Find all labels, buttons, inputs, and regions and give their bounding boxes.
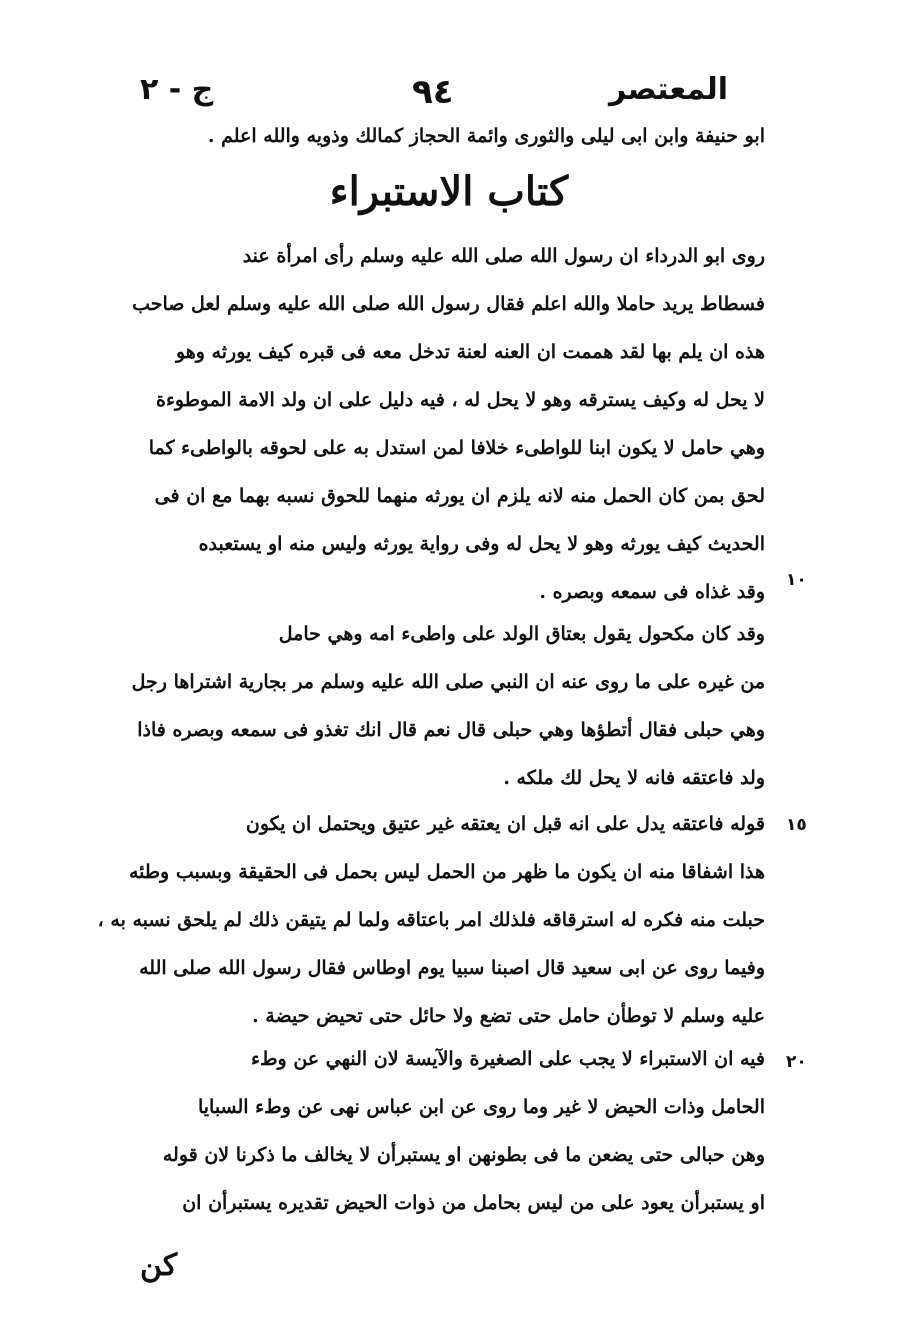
text-line: الحامل وذات الحيض لا غير وما روى عن ابن عباس نهى عن وطء السبايا	[197, 1096, 765, 1118]
text-line: روى ابو الدرداء ان رسول الله صلى الله عليه وسلم رأى امرأة عند	[242, 245, 765, 267]
text-line: ابو حنيفة وابن ابى ليلى والثورى وائمة الحجاز كمالك وذويه والله اعلم .	[207, 125, 765, 147]
line-number-10: ١٠	[786, 570, 807, 590]
intro-text	[95, 112, 765, 160]
text-line: لحق بمن كان الحمل منه لانه يلزم ان يورثه منهما للحوق نسبه بهما مع ان فى	[154, 485, 765, 507]
catchword: كن	[140, 1248, 178, 1283]
chapter-title: كتاب الاستبراء	[329, 168, 569, 215]
text-line: هذا اشفاقا منه ان يكون ما ظهر من الحمل ليس بحمل فى الحقيقة وبسبب وطئه	[129, 861, 765, 883]
volume-label: ج - ٢	[140, 72, 214, 107]
text-line: وهن حبالى حتى يضعن ما فى بطونهن او يستبرأن لا يخالف ما ذكرنا لان قوله	[162, 1144, 765, 1166]
text-line: من غيره على ما روى عنه ان النبي صلى الله عليه وسلم مر بجارية اشتراها رجل	[131, 671, 765, 693]
text-line: لا يحل له وكيف يسترقه وهو لا يحل له ، فيه دليل على ان ولد الامة الموطوءة	[155, 389, 765, 411]
running-title: المعتصر	[608, 72, 728, 107]
line-number-15: ١٥	[786, 815, 807, 835]
text-line: وقد كان مكحول يقول بعتاق الولد على واطىء امه وهي حامل	[278, 623, 765, 645]
text-line: قوله فاعتقه يدل على انه قبل ان يعتقه غير عتيق ويحتمل ان يكون	[245, 813, 765, 835]
text-line: فسطاط يريد حاملا والله اعلم فقال رسول الله صلى الله عليه وسلم لعل صاحب	[132, 293, 765, 315]
paragraph-2	[95, 610, 765, 802]
text-line: حبلت منه فكره له استرقاقه فلذلك امر باعتاقه ولما لم يتيقن ذلك لم يلحق نسبه به ،	[97, 909, 765, 931]
text-line: وقد غذاه فى سمعه وبصره .	[539, 581, 765, 603]
line-number-20: ٢٠	[786, 1052, 807, 1072]
text-line: عليه وسلم لا توطأن حامل حتى تضع ولا حائل حتى تحيض حيضة .	[252, 1005, 765, 1027]
text-line: وهي حبلى فقال أتطؤها وهي حبلى قال نعم قال انك تغذو فى سمعه وبصره فاذا	[137, 719, 765, 741]
text-line: ولد فاعتقه فانه لا يحل لك ملكه .	[503, 767, 765, 789]
paragraph-1	[95, 232, 765, 616]
text-line: او يستبرأن يعود على من ليس بحامل من ذوات الحيض تقديره يستبرأن ان	[182, 1192, 765, 1214]
page-number: ٩٤	[412, 72, 454, 112]
text-line: وهي حامل لا يكون ابنا للواطىء خلافا لمن استدل به على لحوقه بالواطىء كما	[148, 437, 765, 459]
text-line: فيه ان الاستبراء لا يجب على الصغيرة والآيسة لان النهي عن وطء	[251, 1048, 765, 1070]
paragraph-3	[95, 800, 765, 1040]
text-line: وفيما روى عن ابى سعيد قال اصبنا سبيا يوم اوطاس فقال رسول الله صلى الله	[139, 957, 765, 979]
paragraph-4	[95, 1035, 765, 1227]
text-line: هذه ان يلم بها لقد هممت ان العنه لعنة تدخل معه فى قبره كيف يورثه وهو	[175, 341, 765, 363]
text-line: الحديث كيف يورثه وهو لا يحل له وفى رواية يورثه وليس منه او يستعبده	[198, 533, 765, 555]
